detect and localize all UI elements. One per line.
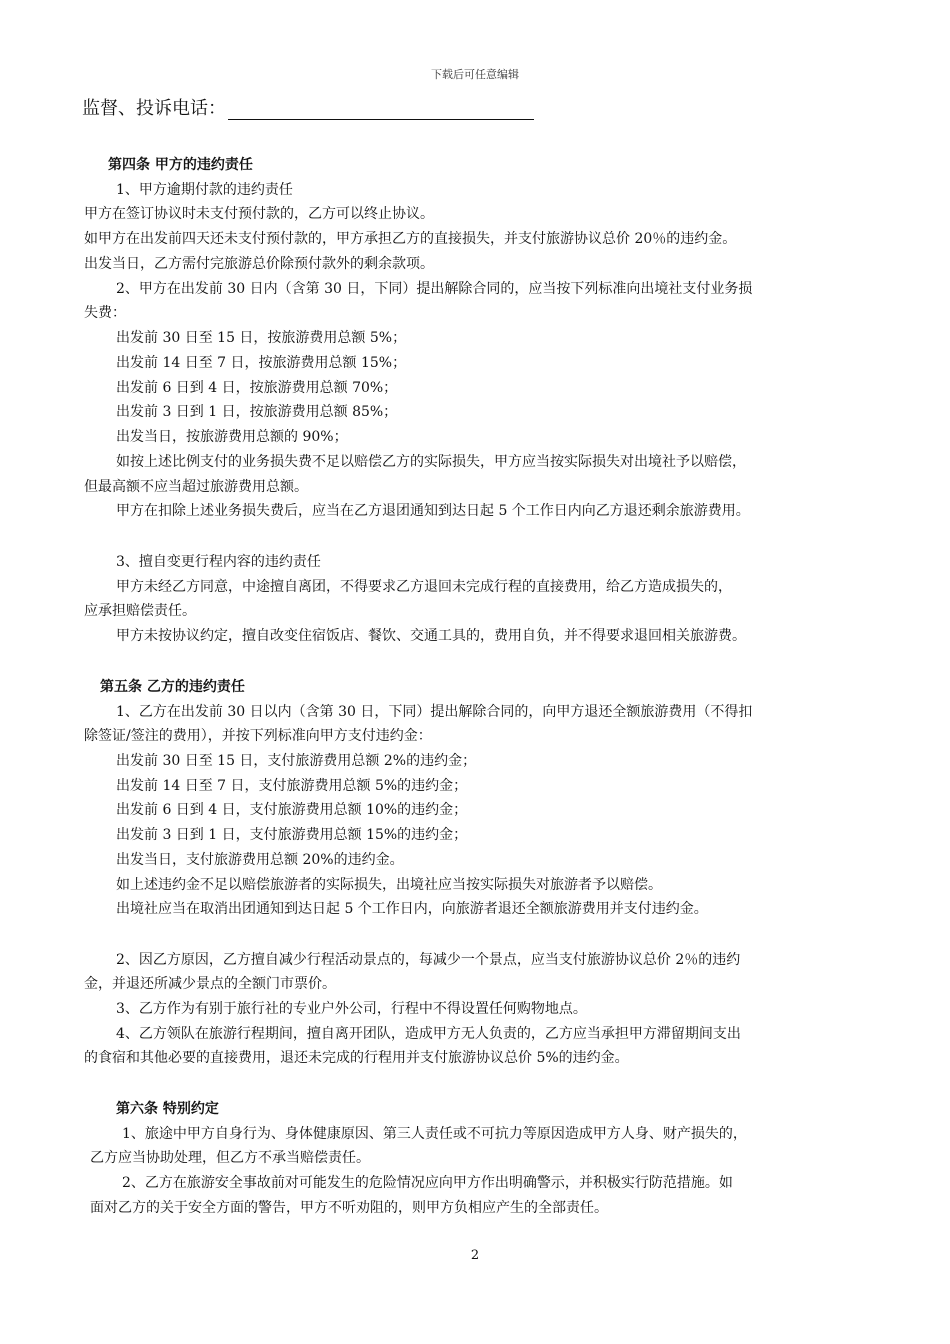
article5-p2-line2: 金，并退还所减少景点的全额门市票价。 xyxy=(84,976,336,992)
article4-title: 第四条 甲方的违约责任 xyxy=(108,157,253,173)
article4-p2-note2: 但最高额不应当超过旅游费用总额。 xyxy=(84,479,308,495)
article4-p3-line3: 甲方未按协议约定，擅自改变住宿饭店、餐饮、交通工具的，费用自负，并不得要求退回相关旅游费。 xyxy=(116,628,746,644)
article5-p4-line1: 4、乙方领队在旅游行程期间，擅自离开团队，造成甲方无人负责的，乙方应当承担甲方滞留期间支出 xyxy=(116,1026,741,1042)
article6-title: 第六条 特别约定 xyxy=(116,1101,219,1117)
article5-p1-item: 出发当日，支付旅游费用总额 20%的违约金。 xyxy=(116,852,404,868)
article5-p1-item: 出发前 14 日至 7 日，支付旅游费用总额 5%的违约金； xyxy=(116,778,468,794)
article4-p2-line2: 失费： xyxy=(84,305,126,321)
article5-p1-item: 出发前 30 日至 15 日，支付旅游费用总额 2%的违约金； xyxy=(116,753,477,769)
article5-p3: 3、乙方作为有别于旅行社的专业户外公司，行程中不得设置任何购物地点。 xyxy=(116,1001,587,1017)
article4-p1-line2: 如甲方在出发前四天还未支付预付款的，甲方承担乙方的直接损失，并支付旅游协议总价 20％的违约金。 xyxy=(84,231,737,247)
article6-p2-line1: 2、乙方在旅游安全事故前对可能发生的危险情况应向甲方作出明确警示，并积极实行防范措施。如 xyxy=(122,1175,733,1191)
article6-p1-line1: 1、旅途中甲方自身行为、身体健康原因、第三人责任或不可抗力等原因造成甲方人身、财产损失的， xyxy=(122,1126,747,1142)
article4-p2-note3: 甲方在扣除上述业务损失费后，应当在乙方退团通知到达日起 5 个工作日内向乙方退还剩余旅游费用。 xyxy=(116,503,750,519)
article4-p1-title: 1、甲方逾期付款的违约责任 xyxy=(116,182,293,198)
article5-p1-item: 出发前 3 日到 1 日，支付旅游费用总额 15%的违约金； xyxy=(116,827,468,843)
article4-p2-item: 出发当日，按旅游费用总额的 90%； xyxy=(116,429,348,445)
article4-p2-item: 出发前 30 日至 15 日，按旅游费用总额 5%； xyxy=(116,330,407,346)
article5-p1-note1: 如上述违约金不足以赔偿旅游者的实际损失，出境社应当按实际损失对旅游者予以赔偿。 xyxy=(116,877,662,893)
contact-label: 监督、投诉电话： xyxy=(82,98,226,119)
article4-p3-line1: 甲方未经乙方同意，中途擅自离团，不得要求乙方退回未完成行程的直接费用，给乙方造成损失的， xyxy=(116,579,732,595)
article4-p3-line2: 应承担赔偿责任。 xyxy=(84,603,196,619)
article6-p2-line2: 面对乙方的关于安全方面的警告，甲方不听劝阻的，则甲方负相应产生的全部责任。 xyxy=(90,1200,608,1216)
article5-title: 第五条 乙方的违约责任 xyxy=(100,679,245,695)
article4-p2-item: 出发前 3 日到 1 日，按旅游费用总额 85%； xyxy=(116,404,398,420)
article5-p1-line1: 1、乙方在出发前 30 日以内（含第 30 日，下同）提出解除合同的，向甲方退还全额旅游费用（不得扣 xyxy=(116,704,753,720)
contact-line xyxy=(82,94,534,120)
article4-p2-item: 出发前 6 日到 4 日，按旅游费用总额 70%； xyxy=(116,380,398,396)
contact-blank-underline xyxy=(228,99,534,120)
header-note: 下载后可任意编辑 xyxy=(431,68,519,81)
article5-p1-note2: 出境社应当在取消出团通知到达日起 5 个工作日内，向旅游者退还全额旅游费用并支付违约金。 xyxy=(116,901,708,917)
article5-p2-line1: 2、因乙方原因，乙方擅自减少行程活动景点的，每减少一个景点，应当支付旅游协议总价 2％的违约 xyxy=(116,952,741,968)
article4-p1-line3: 出发当日，乙方需付完旅游总价除预付款外的剩余款项。 xyxy=(84,256,434,272)
article5-p1-line2: 除签证/签注的费用），并按下列标准向甲方支付违约金： xyxy=(84,728,432,744)
article4-p1-line1: 甲方在签订协议时未支付预付款的，乙方可以终止协议。 xyxy=(84,206,434,222)
article4-p2-line1: 2、甲方在出发前 30 日内（含第 30 日，下同）提出解除合同的，应当按下列标准向出境社支付业务损 xyxy=(116,281,753,297)
article6-p1-line2: 乙方应当协助处理，但乙方不承当赔偿责任。 xyxy=(90,1150,370,1166)
article5-p4-line2: 的食宿和其他必要的直接费用，退还未完成的行程用并支付旅游协议总价 5%的违约金。 xyxy=(84,1050,629,1066)
article4-p3-title: 3、擅自变更行程内容的违约责任 xyxy=(116,554,321,570)
article4-p2-item: 出发前 14 日至 7 日，按旅游费用总额 15%； xyxy=(116,355,407,371)
page-number: 2 xyxy=(470,1248,480,1263)
article5-p1-item: 出发前 6 日到 4 日，支付旅游费用总额 10%的违约金； xyxy=(116,802,468,818)
article4-p2-note1: 如按上述比例支付的业务损失费不足以赔偿乙方的实际损失，甲方应当按实际损失对出境社予以赔偿， xyxy=(116,454,746,470)
